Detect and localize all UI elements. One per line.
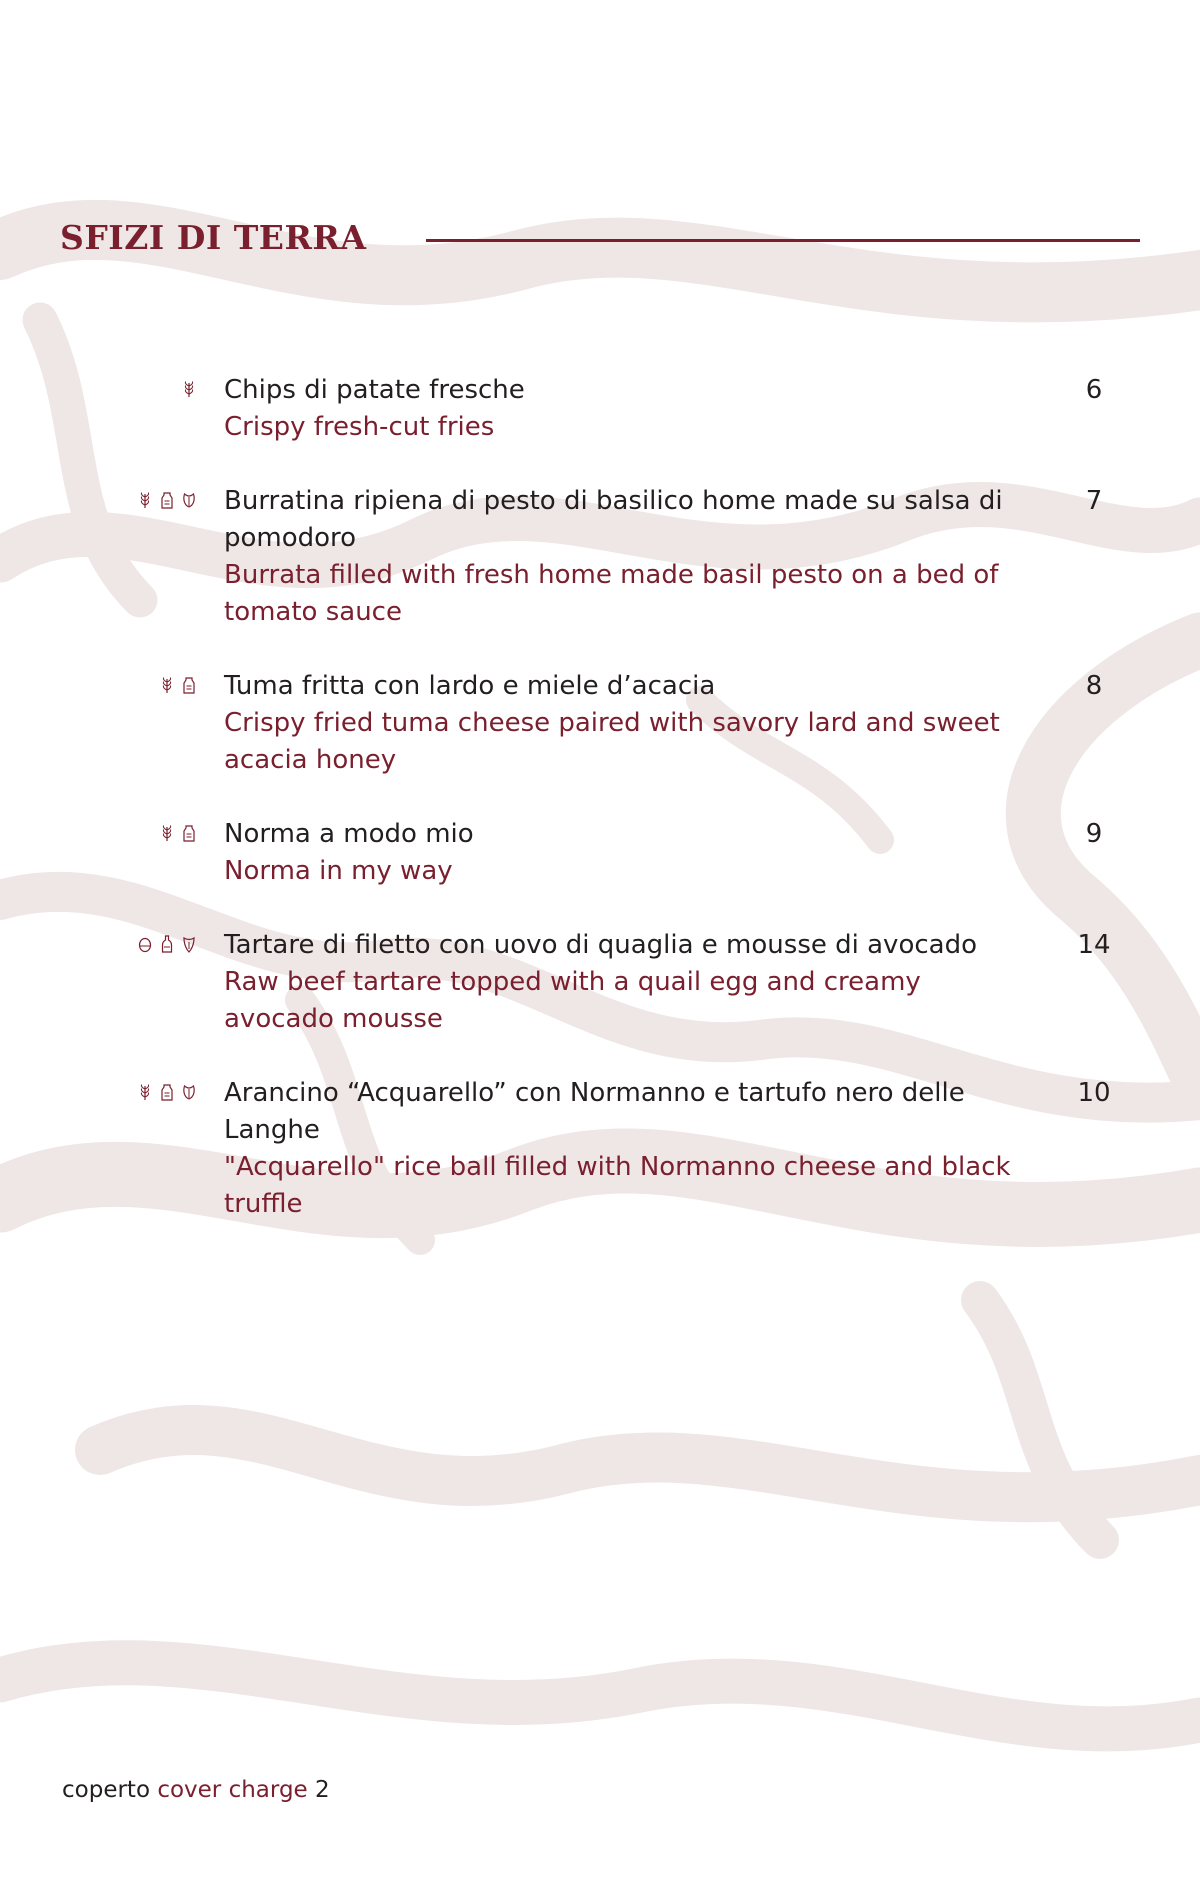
menu-item [0, 668, 1200, 779]
allergen-icons [182, 380, 196, 398]
item-text [224, 372, 1024, 446]
menu-list [0, 372, 1200, 1260]
item-text [224, 927, 1024, 1038]
cover-charge [62, 1774, 330, 1806]
item-price: 6 [1085, 375, 1103, 405]
nut-icon [182, 1083, 196, 1101]
item-name-en: Crispy fresh-cut fries [224, 412, 495, 442]
item-name-it: Tuma fritta con lardo e miele d’acacia [224, 671, 716, 701]
wheat-icon [138, 1083, 152, 1101]
item-name-it: Tartare di filetto con uovo di quaglia e mousse di avocado [224, 930, 977, 960]
menu-item [0, 1075, 1200, 1223]
item-text [224, 1075, 1024, 1223]
item-name-it: Burratina ripiena di pesto di basilico home made su salsa di pomodoro [224, 486, 1003, 553]
wheat-icon [160, 676, 174, 694]
item-name-it: Chips di patate fresche [224, 375, 525, 405]
title-rule [426, 239, 1140, 242]
item-text [224, 816, 1024, 890]
menu-item [0, 372, 1200, 446]
item-text [224, 668, 1024, 779]
allergen-icons [138, 935, 196, 953]
item-price: 9 [1085, 819, 1103, 849]
item-price: 10 [1077, 1078, 1111, 1108]
item-name-en: Raw beef tartare topped with a quail egg and creamy avocado mousse [224, 967, 921, 1034]
menu-item [0, 816, 1200, 890]
item-name-en: Crispy fried tuma cheese paired with savory lard and sweet acacia honey [224, 708, 1000, 775]
allergen-icons [160, 676, 196, 694]
milk-icon [182, 676, 196, 694]
allergen-icons [160, 824, 196, 842]
item-name-en: "Acquarello" rice ball filled with Normanno cheese and black truffle [224, 1152, 1011, 1219]
wheat-icon [160, 824, 174, 842]
item-price: 7 [1085, 486, 1103, 516]
wheat-icon [182, 380, 196, 398]
wheat-icon [138, 491, 152, 509]
item-name-en: Burrata filled with fresh home made basil pesto on a bed of tomato sauce [224, 560, 999, 627]
item-text [224, 483, 1024, 631]
mustard-icon [182, 935, 196, 953]
cover-charge-value: 2 [315, 1777, 330, 1803]
item-name-it: Arancino “Acquarello” con Normanno e tartufo nero delle Langhe [224, 1078, 965, 1145]
item-price: 8 [1085, 671, 1103, 701]
cover-charge-label-en: cover charge [157, 1777, 308, 1803]
menu-item [0, 483, 1200, 631]
section-header [60, 218, 1140, 258]
milk-icon [182, 824, 196, 842]
cover-charge-label-it: coperto [62, 1777, 151, 1803]
item-name-it: Norma a modo mio [224, 819, 474, 849]
allergen-icons [138, 1083, 196, 1101]
allergen-icons [138, 491, 196, 509]
nut-icon [182, 491, 196, 509]
item-price: 14 [1077, 930, 1111, 960]
egg-icon [138, 935, 152, 953]
menu-item [0, 927, 1200, 1038]
bottle-icon [160, 935, 174, 953]
milk-icon [160, 1083, 174, 1101]
milk-icon [160, 491, 174, 509]
section-title: SFIZI DI TERRA [60, 218, 367, 257]
item-name-en: Norma in my way [224, 856, 453, 886]
